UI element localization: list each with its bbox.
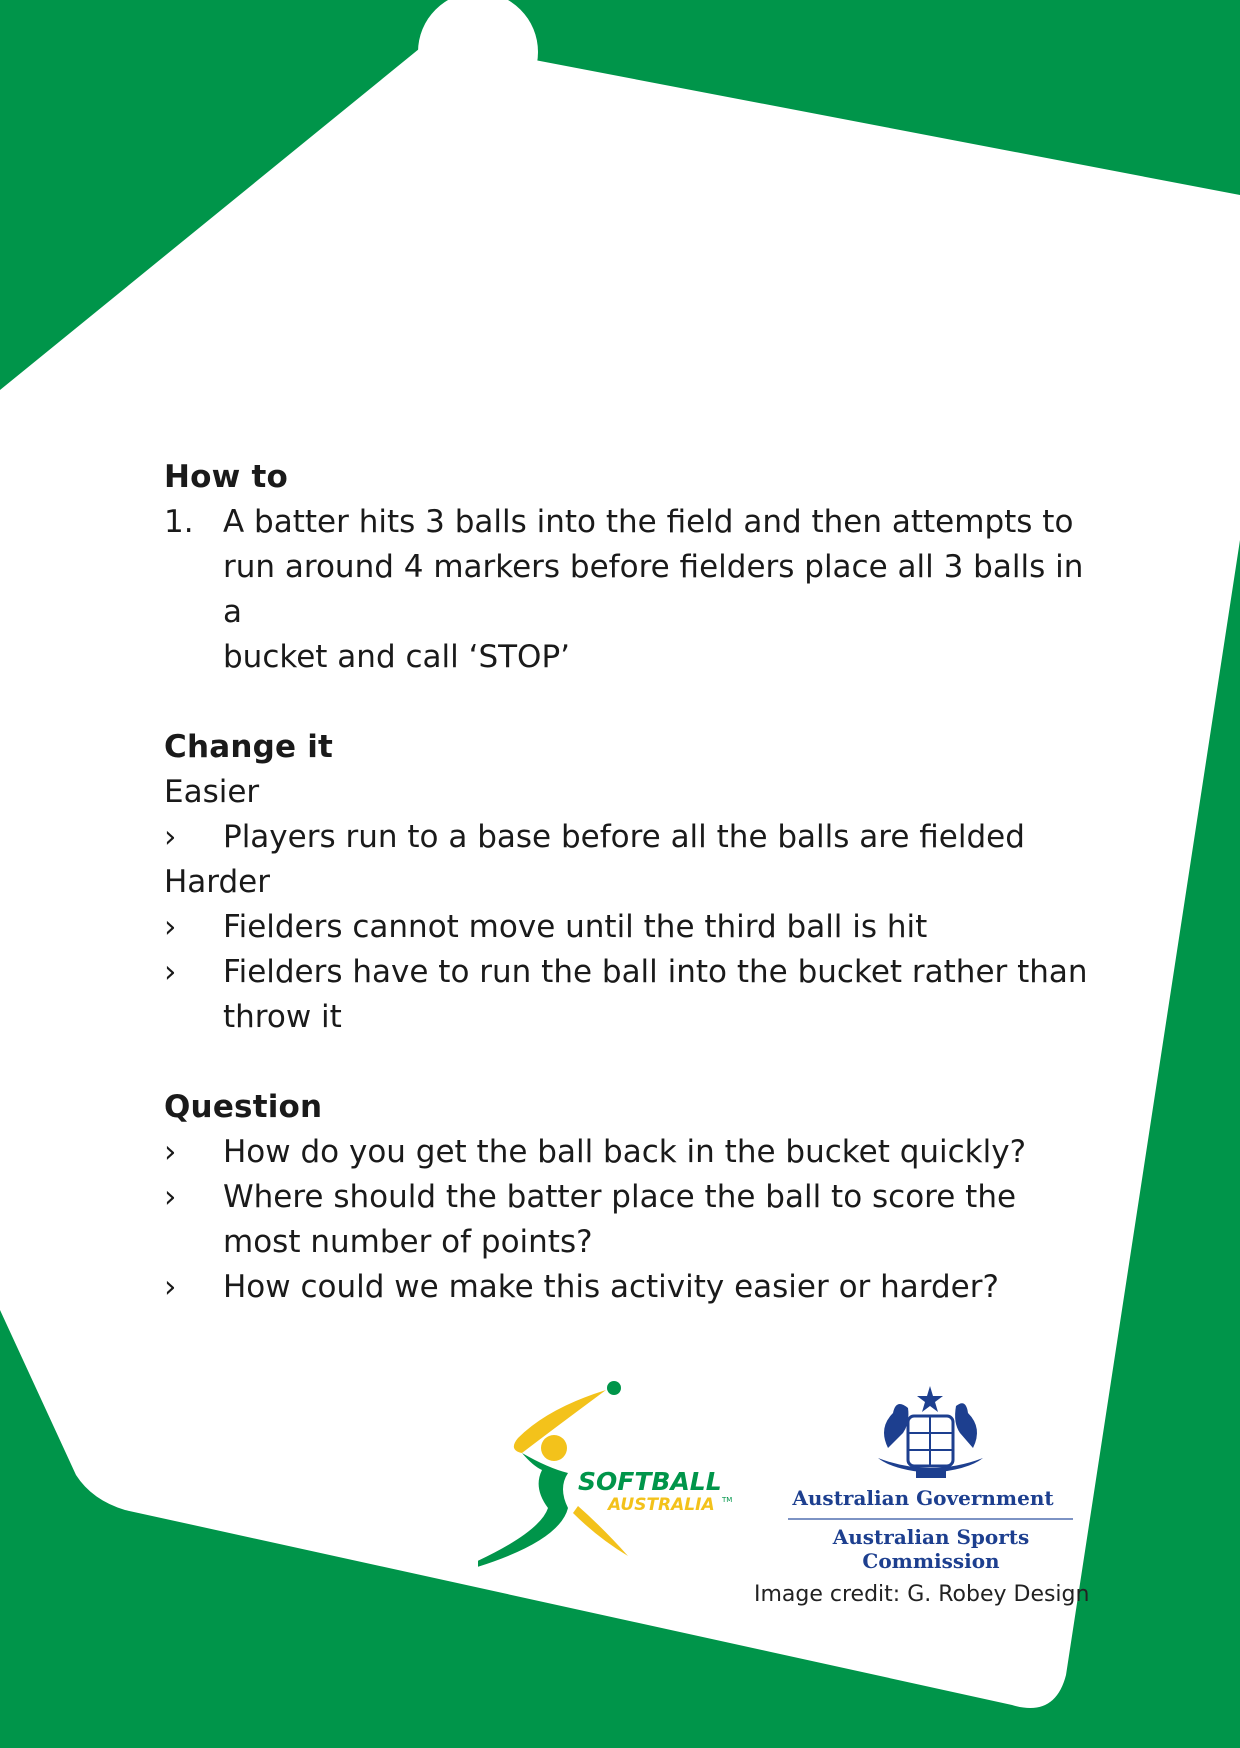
bullet-chevron: › — [164, 1134, 177, 1170]
step-number: 1. — [164, 504, 194, 540]
item-line: How could we make this activity easier or harder? — [223, 1269, 999, 1305]
item-line: Fielders cannot move until the third ball is hit — [223, 909, 928, 945]
easier-item — [164, 815, 1104, 860]
question-item — [164, 1130, 1104, 1175]
australia-wordmark: AUSTRALIA — [608, 1495, 715, 1515]
item-line: Where should the batter place the ball to score the — [223, 1179, 1017, 1215]
harder-item — [164, 950, 1104, 1040]
question-heading: Question — [164, 1089, 323, 1125]
bullet-chevron: › — [164, 819, 177, 855]
sports-commission-title: Australian Sports Commission — [832, 1525, 1030, 1573]
divider — [788, 1518, 1073, 1520]
activity-card-content — [164, 455, 1104, 1310]
question-item — [164, 1175, 1104, 1265]
change-it-heading: Change it — [164, 729, 334, 765]
government-title: Australian Government — [792, 1486, 1054, 1510]
easier-label: Easier — [164, 774, 260, 810]
item-line: Fielders have to run the ball into the bucket rather than — [223, 954, 1088, 990]
image-credit: Image credit: G. Robey Design — [754, 1582, 1090, 1607]
how-to-step-1 — [164, 500, 1104, 680]
step-line: A batter hits 3 balls into the field and then attempts to — [223, 504, 1074, 540]
item-line: How do you get the ball back in the bucket quickly? — [223, 1134, 1027, 1170]
softball-australia-logo — [478, 1381, 732, 1578]
item-line: throw it — [223, 999, 342, 1035]
bullet-chevron: › — [164, 909, 177, 945]
softball-wordmark: SOFTBALL — [578, 1467, 722, 1496]
bullet-chevron: › — [164, 1179, 177, 1215]
harder-item — [164, 905, 1104, 950]
coat-of-arms-icon — [878, 1386, 983, 1478]
bullet-chevron: › — [164, 1269, 177, 1305]
question-item — [164, 1265, 1104, 1310]
bullet-chevron: › — [164, 954, 177, 990]
item-line: Players run to a base before all the balls are fielded — [223, 819, 1025, 855]
step-line: bucket and call ‘STOP’ — [223, 639, 571, 675]
harder-label: Harder — [164, 864, 271, 900]
item-line: most number of points? — [223, 1224, 593, 1260]
step-line: run around 4 markers before fielders place all 3 balls in a — [223, 549, 1084, 630]
how-to-heading: How to — [164, 459, 288, 495]
trademark: TM — [722, 1496, 733, 1504]
